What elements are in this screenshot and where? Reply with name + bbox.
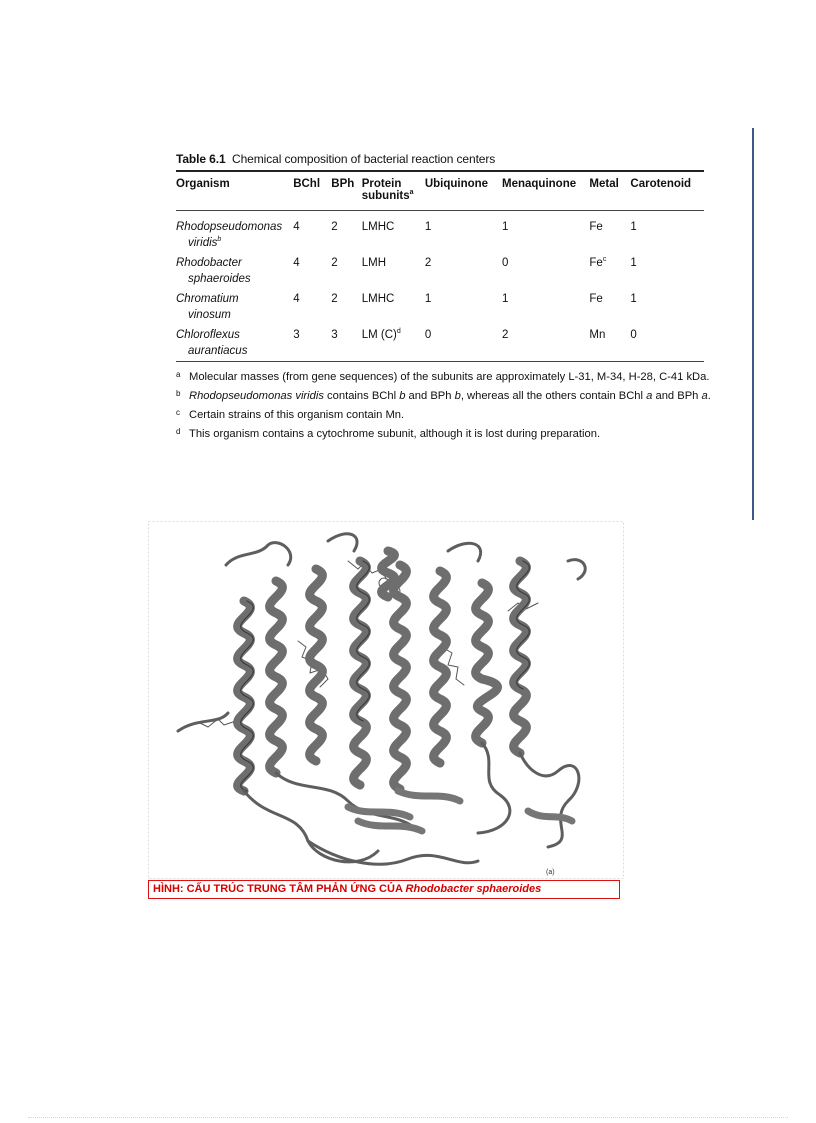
header-metal: Metal xyxy=(589,178,619,190)
cell-bph: 3 xyxy=(331,329,338,341)
header-organism: Organism xyxy=(176,178,230,190)
cell-bph: 2 xyxy=(331,257,338,269)
table-caption: Chemical composition of bacterial reaction centers xyxy=(232,152,496,166)
cell-metal: Fe$^c$ xyxy=(589,256,607,269)
header-bchl: BChl xyxy=(293,178,321,190)
footnote-c: c Certain strains of this organism contain Mn. xyxy=(176,408,405,421)
cell-protein: LM $(C)^d$ xyxy=(361,328,401,341)
table-6-1 xyxy=(176,152,711,444)
cell-organism: Rhodobacter sphaeroides xyxy=(176,257,251,285)
footnote-ref-c: c xyxy=(602,256,607,264)
cell-bchl: 4 xyxy=(293,257,300,269)
table-header-row xyxy=(176,171,704,211)
cell-carotenoid: 1 xyxy=(630,257,637,269)
composition-table xyxy=(176,170,704,362)
cell-ubiquinone: 2 xyxy=(424,257,432,269)
cell-bchl: 4 xyxy=(293,221,300,233)
header-ubiquinone: Ubiquinone xyxy=(424,178,489,190)
header-protein-line1: Protein xyxy=(361,178,402,190)
cell-protein: LMHC xyxy=(361,293,395,305)
cell-protein: LMHC xyxy=(361,221,395,233)
cell-ubiquinone: 1 xyxy=(424,221,432,233)
table-footnotes xyxy=(176,368,711,444)
cell-ubiquinone: 0 xyxy=(424,329,432,341)
cell-organism: Chromatium vinosum xyxy=(176,293,239,321)
cell-menaquinone: 1 xyxy=(502,221,509,233)
footnote-b: b Rhodopseudomonas viridis contains BChl b and BPh b, whereas all the others contain BChl a and BPh a. xyxy=(176,389,711,402)
header-carotenoid: Carotenoid xyxy=(630,178,692,190)
cell-carotenoid: 1 xyxy=(630,293,637,305)
table-title xyxy=(176,152,704,166)
cell-metal: Fe xyxy=(589,221,603,233)
cell-menaquinone: 0 xyxy=(502,257,509,269)
page-bottom-divider xyxy=(28,1117,788,1118)
cell-bchl: 3 xyxy=(293,329,300,341)
caption-species: Rhodobacter sphaeroides xyxy=(405,883,542,895)
cell-carotenoid: 0 xyxy=(630,329,637,341)
table-row xyxy=(176,327,704,362)
cell-menaquinone: 1 xyxy=(502,293,509,305)
footnote-d: d This organism contains a cytochrome subunit, although it is lost during preparation. xyxy=(176,427,601,440)
footnote-ref-a: a xyxy=(409,189,414,197)
cell-menaquinone: 2 xyxy=(502,329,509,341)
table-number: Table 6.1 xyxy=(176,152,226,166)
cell-carotenoid: 1 xyxy=(630,221,637,233)
cell-bchl: 4 xyxy=(293,293,300,305)
header-protein-line2: subunits xyxy=(361,190,410,202)
footnote-ref-d: d xyxy=(396,328,401,336)
cell-metal: Fe xyxy=(589,293,603,305)
header-bph: BPh xyxy=(331,178,355,190)
header-protein-subunits xyxy=(362,171,425,211)
caption-prefix: HÌNH: CẤU TRÚC TRUNG TÂM PHẢN ỨNG CỦA xyxy=(153,883,406,895)
cell-bph: 2 xyxy=(331,221,338,233)
cell-protein: LMH xyxy=(361,257,387,269)
margin-rule xyxy=(752,128,754,520)
table-row xyxy=(176,255,704,291)
table-row xyxy=(176,211,704,256)
cell-organism: Rhodopseudomonas viridis$^b$ xyxy=(176,221,283,249)
table-row xyxy=(176,291,704,327)
cell-bph: 2 xyxy=(331,293,338,305)
cell-metal: Mn xyxy=(589,329,606,341)
protein-structure-figure xyxy=(148,521,624,902)
cell-organism: Chloroflexus aurantiacus xyxy=(176,329,248,357)
cell-ubiquinone: 1 xyxy=(424,293,432,305)
header-menaquinone: Menaquinone xyxy=(502,178,577,190)
figure-caption xyxy=(148,880,620,899)
footnote-a: a Molecular masses (from gene sequences) of the subunits are approximately L-31, M-34, H-28, C-41 kDa. xyxy=(176,370,710,383)
reaction-center-ribbon-illustration xyxy=(148,521,624,879)
panel-label: (a) xyxy=(546,869,555,876)
